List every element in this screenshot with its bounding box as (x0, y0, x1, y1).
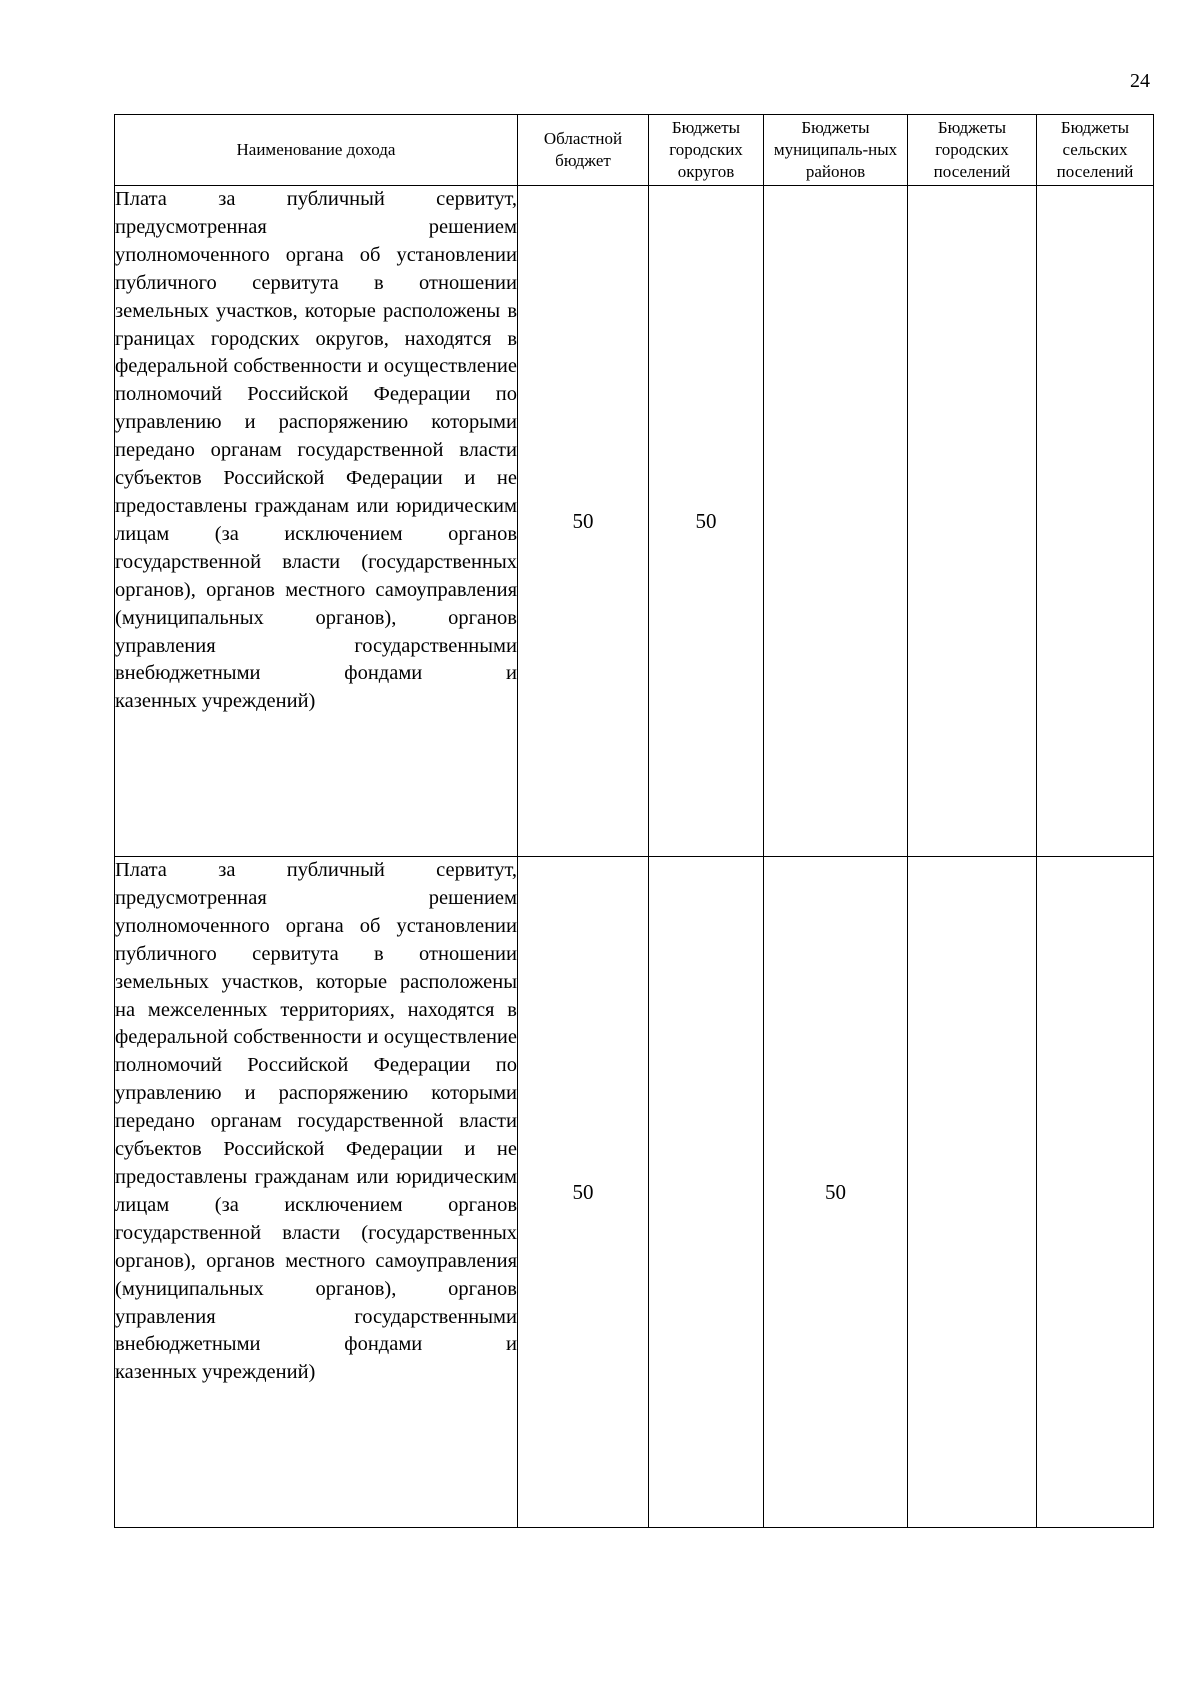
value-urban-settlements (908, 857, 1037, 1528)
income-description-text: Плата за публичный сервитут, предусмотренная решением уполномоченного органа об установлении публичного сервитута в отношении земельных участков, которые расположены на межселенных территориях, находятся в федеральной собственности и осуществление полномочий Российской Федерации по управлению и распоряжению которыми передано органам государственной власти субъектов Российской Федерации и не предоставлены гражданам или юридическим лицам (за исключением органов государственной власти (государственных органов), органов местного самоуправления (муниципальных органов), органов управления государственными внебюджетными фондами и (115, 859, 517, 1356)
header-city-districts: Бюджеты городских округов (649, 115, 764, 186)
income-description-end: казенных учреждений) (115, 1361, 316, 1384)
value-city-districts: 50 (649, 186, 764, 857)
header-urban-settlements: Бюджеты городских поселений (908, 115, 1037, 186)
table-header-row (115, 115, 1154, 186)
table-row (115, 186, 1154, 857)
income-description-text: Плата за публичный сервитут, предусмотренная решением уполномоченного органа об установлении публичного сервитута в отношении земельных участков, которые расположены в границах городских округов, находятся в федеральной собственности и осуществление полномочий Российской Федерации по управлению и распоряжению которыми передано органам государственной власти субъектов Российской Федерации и не предоставлены гражданам или юридическим лицам (за исключением органов государственной власти (государственных органов), органов местного самоуправления (муниципальных органов), органов управления государственными внебюджетными фондами и (115, 188, 517, 685)
income-description (115, 857, 518, 1528)
income-description (115, 186, 518, 857)
value-city-districts (649, 857, 764, 1528)
page-number: 24 (1130, 70, 1150, 92)
table-row (115, 857, 1154, 1528)
value-oblast: 50 (518, 857, 649, 1528)
value-rural-settlements (1037, 186, 1154, 857)
income-description-end: казенных учреждений) (115, 690, 316, 713)
income-distribution-table (114, 114, 1154, 1528)
value-oblast: 50 (518, 186, 649, 857)
header-income-name: Наименование дохода (115, 115, 518, 186)
value-urban-settlements (908, 186, 1037, 857)
value-rural-settlements (1037, 857, 1154, 1528)
header-rural-settlements: Бюджеты сельских поселений (1037, 115, 1154, 186)
value-municipal-districts: 50 (764, 857, 908, 1528)
header-municipal-districts: Бюджеты муниципаль-ных районов (764, 115, 908, 186)
value-municipal-districts (764, 186, 908, 857)
header-oblast-budget: Областной бюджет (518, 115, 649, 186)
